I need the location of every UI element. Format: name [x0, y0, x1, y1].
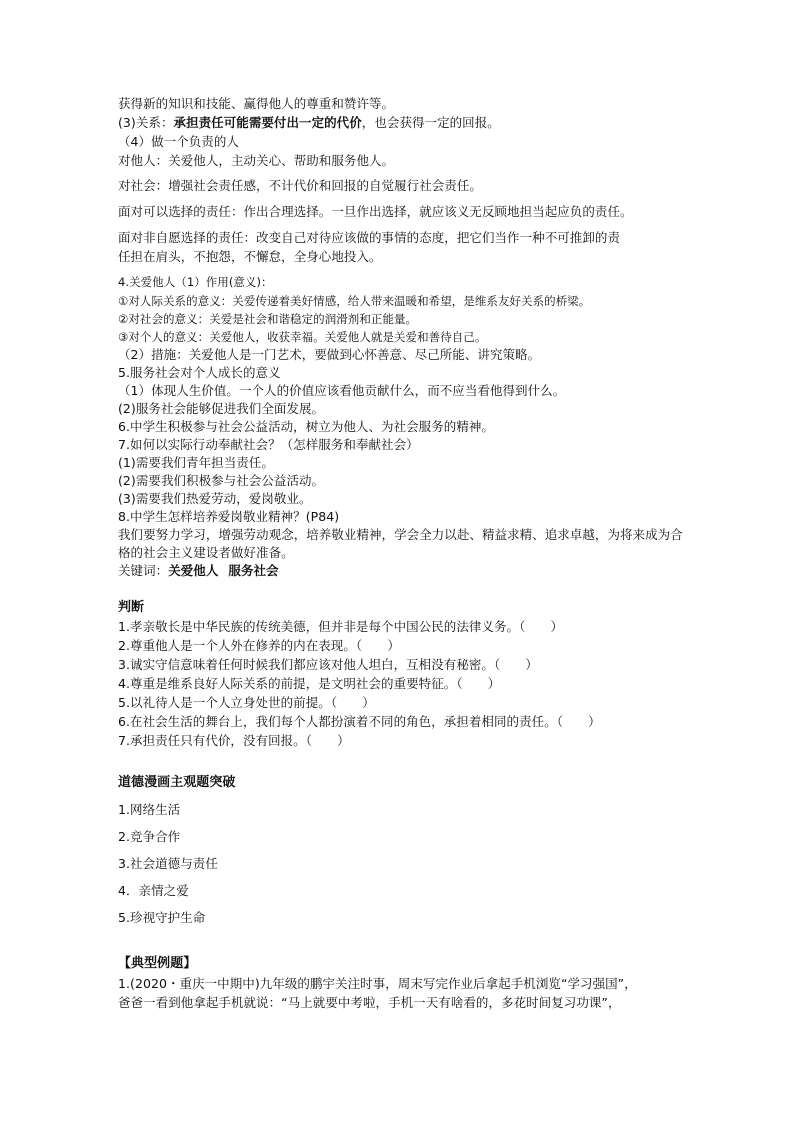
paragraph: 对他人：关爱他人，主动关心、帮助和服务他人。	[118, 153, 395, 168]
example-text: 爸爸一看到他拿起手机就说：“马上就要中考啦，手机一天有啥看的，多花时间复习功课”，	[118, 995, 621, 1010]
paragraph: 我们要努力学习，增强劳动观念，培养敬业精神，学会全力以赴、精益求精、追求卓越，为将来成为合	[118, 527, 683, 542]
judge-item: 1.孝亲敬长是中华民族的传统美德，但并非是每个中国公民的法律义务。（ ）	[118, 619, 564, 634]
example-text: 1.(2020・重庆一中期中)九年级的鹏宇关注时事，周末写完作业后拿起手机浏览“学习强国”，	[118, 976, 637, 991]
paragraph: 获得新的知识和技能、赢得他人的尊重和赞许等。	[118, 96, 395, 111]
section-title: 8.中学生怎样培养爱岗敬业精神？(P84)	[118, 509, 340, 524]
keywords-line	[118, 563, 279, 579]
paragraph: (3)需要我们热爱劳动，爱岗敬业。	[118, 491, 312, 506]
comic-item: 2.竞争合作	[118, 829, 181, 844]
paragraph: (2)需要我们积极参与社会公益活动。	[118, 473, 325, 488]
judge-item: 7.承担责任只有代价，没有回报。（ ）	[118, 733, 350, 748]
paragraph	[118, 115, 500, 131]
paragraph: 面对非自愿选择的责任：改变自己对待应该做的事情的态度，把它们当作一种不可推卸的责	[118, 230, 621, 245]
text-run: ，也会获得一定的回报。	[361, 115, 500, 130]
section-title: 4.关爱他人（1）作用(意义)：	[118, 275, 273, 289]
paragraph: ②对社会的意义：关爱是社会和谐稳定的润滑剂和正能量。	[118, 312, 418, 326]
judge-item: 5.以礼待人是一个人立身处世的前提。（ ）	[118, 695, 375, 710]
paragraph: 格的社会主义建设者做好准备。	[118, 545, 294, 560]
paragraph: (2)服务社会能够促进我们全面发展。	[118, 401, 325, 416]
section-title: 5.服务社会对个人成长的意义	[118, 365, 281, 380]
section-title: 6.中学生积极参与社会公益活动，树立为他人、为社会服务的精神。	[118, 419, 494, 434]
keywords-label: 关键词：	[118, 563, 169, 578]
comic-item: 3.社会道德与责任	[118, 856, 218, 871]
paragraph: (1)需要我们青年担当责任。	[118, 455, 274, 470]
judge-item: 4.尊重是维系良好人际关系的前提，是文明社会的重要特征。（ ）	[118, 676, 501, 691]
comic-item: 5.珍视守护生命	[118, 910, 206, 925]
example-title: 【典型例题】	[118, 956, 197, 971]
paragraph: 对社会：增强社会责任感，不计代价和回报的自觉履行社会责任。	[118, 178, 482, 193]
judge-item: 2.尊重他人是一个人外在修养的内在表现。（ ）	[118, 638, 400, 653]
paragraph: ①对人际关系的意义：关爱传递着美好情感，给人带来温暖和希望，是维系友好关系的桥梁。	[118, 294, 591, 308]
keyword: 服务社会	[228, 563, 279, 578]
paragraph: 任担在肩头，不抱怨，不懈怠，全身心地投入。	[118, 249, 382, 264]
bold-text: 承担责任可能需要付出一定的代价	[173, 115, 362, 130]
paragraph: ③对个人的意义：关爱他人，收获幸福。关爱他人就是关爱和善待自己。	[118, 330, 487, 344]
paragraph: 面对可以选择的责任：作出合理选择。一旦作出选择，就应该义无反顾地担当起应负的责任。	[118, 204, 633, 219]
text-run: (3)关系：	[118, 115, 174, 130]
comic-item: 1.网络生活	[118, 802, 181, 817]
judge-title: 判断	[118, 600, 145, 615]
paragraph: （2）措施：关爱他人是一门艺术，要做到心怀善意、尽己所能、讲究策略。	[118, 347, 541, 362]
judge-item: 3.诚实守信意味着任何时候我们都应该对他人坦白，互相没有秘密。（ ）	[118, 657, 538, 672]
comic-item: 4．亲情之爱	[118, 883, 189, 898]
section-title: 7.如何以实际行动奉献社会？（怎样服务和奉献社会）	[118, 437, 419, 452]
keyword: 关爱他人	[168, 563, 219, 578]
paragraph: （1）体现人生价值。一个人的价值应该看他贡献什么，而不应当看他得到什么。	[118, 383, 566, 398]
paragraph: （4）做一个负责的人	[118, 134, 239, 149]
judge-item: 6.在社会生活的舞台上，我们每个人都扮演着不同的角色，承担着相同的责任。（ ）	[118, 714, 601, 729]
comic-title: 道德漫画主观题突破	[118, 775, 236, 790]
